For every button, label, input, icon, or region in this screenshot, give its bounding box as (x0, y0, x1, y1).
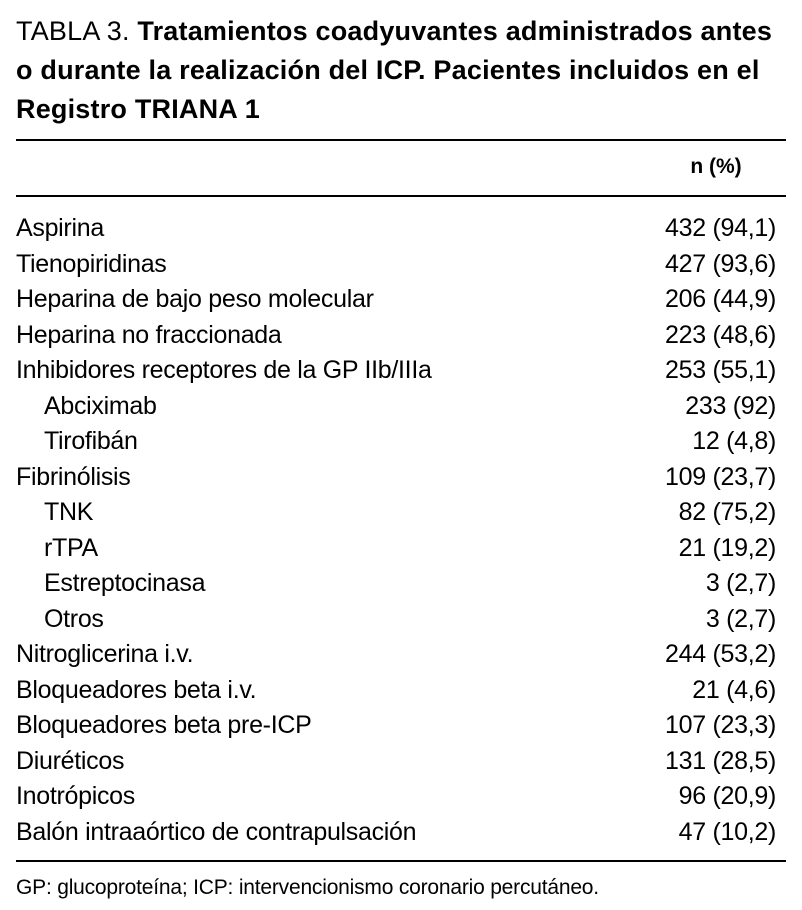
row-value: 21 (4,6) (692, 675, 776, 704)
table-row (16, 282, 786, 318)
table-row (16, 424, 786, 460)
row-value: 109 (23,7) (665, 462, 776, 491)
row-label: Otros (44, 604, 104, 633)
row-label: Aspirina (16, 214, 104, 242)
row-value: 253 (55,1) (665, 356, 776, 384)
row-label: Tirofibán (44, 427, 138, 455)
row-label: Tienopiridinas (16, 249, 167, 278)
row-label: Bloqueadores beta i.v. (16, 675, 257, 704)
table-footnote: GP: glucoproteína; ICP: intervencionismo coronario percutáneo. (16, 876, 599, 899)
table-row (16, 353, 786, 389)
row-value: 432 (94,1) (665, 214, 776, 242)
table-title-text: Tratamientos coadyuvantes administrados antes o durante la realización del ICP. Pacientes incluidos en el Registro TRIANA 1 (16, 16, 773, 124)
row-value: 12 (4,8) (692, 427, 776, 455)
table-row (16, 779, 786, 815)
row-label: Heparina no fraccionada (16, 320, 282, 349)
table-title (16, 12, 786, 129)
column-header-n-percent: n (%) (690, 155, 742, 178)
row-label: Nitroglicerina i.v. (16, 640, 194, 668)
row-value: 427 (93,6) (665, 249, 776, 278)
row-value: 244 (53,2) (665, 640, 776, 668)
row-value: 131 (28,5) (665, 746, 776, 775)
table-row (16, 602, 786, 638)
bottom-rule (16, 860, 786, 862)
table-row (16, 531, 786, 567)
row-value: 96 (20,9) (678, 782, 776, 810)
table-title-prefix: TABLA 3. (16, 16, 130, 46)
row-label: Diuréticos (16, 746, 125, 775)
row-label: TNK (44, 498, 94, 526)
row-value: 21 (19,2) (678, 533, 776, 562)
row-label: Abciximab (44, 391, 157, 420)
row-label: Balón intraaórtico de contrapulsación (16, 817, 417, 846)
table-row (16, 211, 786, 247)
row-label: Inotrópicos (16, 782, 135, 810)
table-row (16, 815, 786, 851)
row-value: 47 (10,2) (678, 817, 776, 846)
row-value: 107 (23,3) (665, 711, 776, 739)
row-value: 233 (92) (685, 391, 776, 420)
row-label: Estreptocinasa (44, 569, 206, 597)
row-label: rTPA (44, 533, 98, 562)
table-row (16, 247, 786, 283)
row-value: 223 (48,6) (665, 320, 776, 349)
table-header-row (16, 141, 786, 195)
table-row (16, 389, 786, 425)
row-label: Fibrinólisis (16, 462, 131, 491)
table-row (16, 673, 786, 709)
row-label: Bloqueadores beta pre-ICP (16, 711, 312, 739)
row-value: 3 (2,7) (705, 569, 776, 597)
table-row (16, 744, 786, 780)
row-value: 206 (44,9) (665, 285, 776, 313)
table-row (16, 460, 786, 496)
table-body (16, 211, 786, 850)
table-row (16, 708, 786, 744)
header-rule (16, 195, 786, 197)
table-row (16, 495, 786, 531)
table-row (16, 566, 786, 602)
row-label: Heparina de bajo peso molecular (16, 285, 374, 313)
table-row (16, 318, 786, 354)
row-value: 3 (2,7) (705, 604, 776, 633)
table-row (16, 637, 786, 673)
row-label: Inhibidores receptores de la GP IIb/IIIa (16, 356, 432, 384)
row-value: 82 (75,2) (678, 498, 776, 526)
